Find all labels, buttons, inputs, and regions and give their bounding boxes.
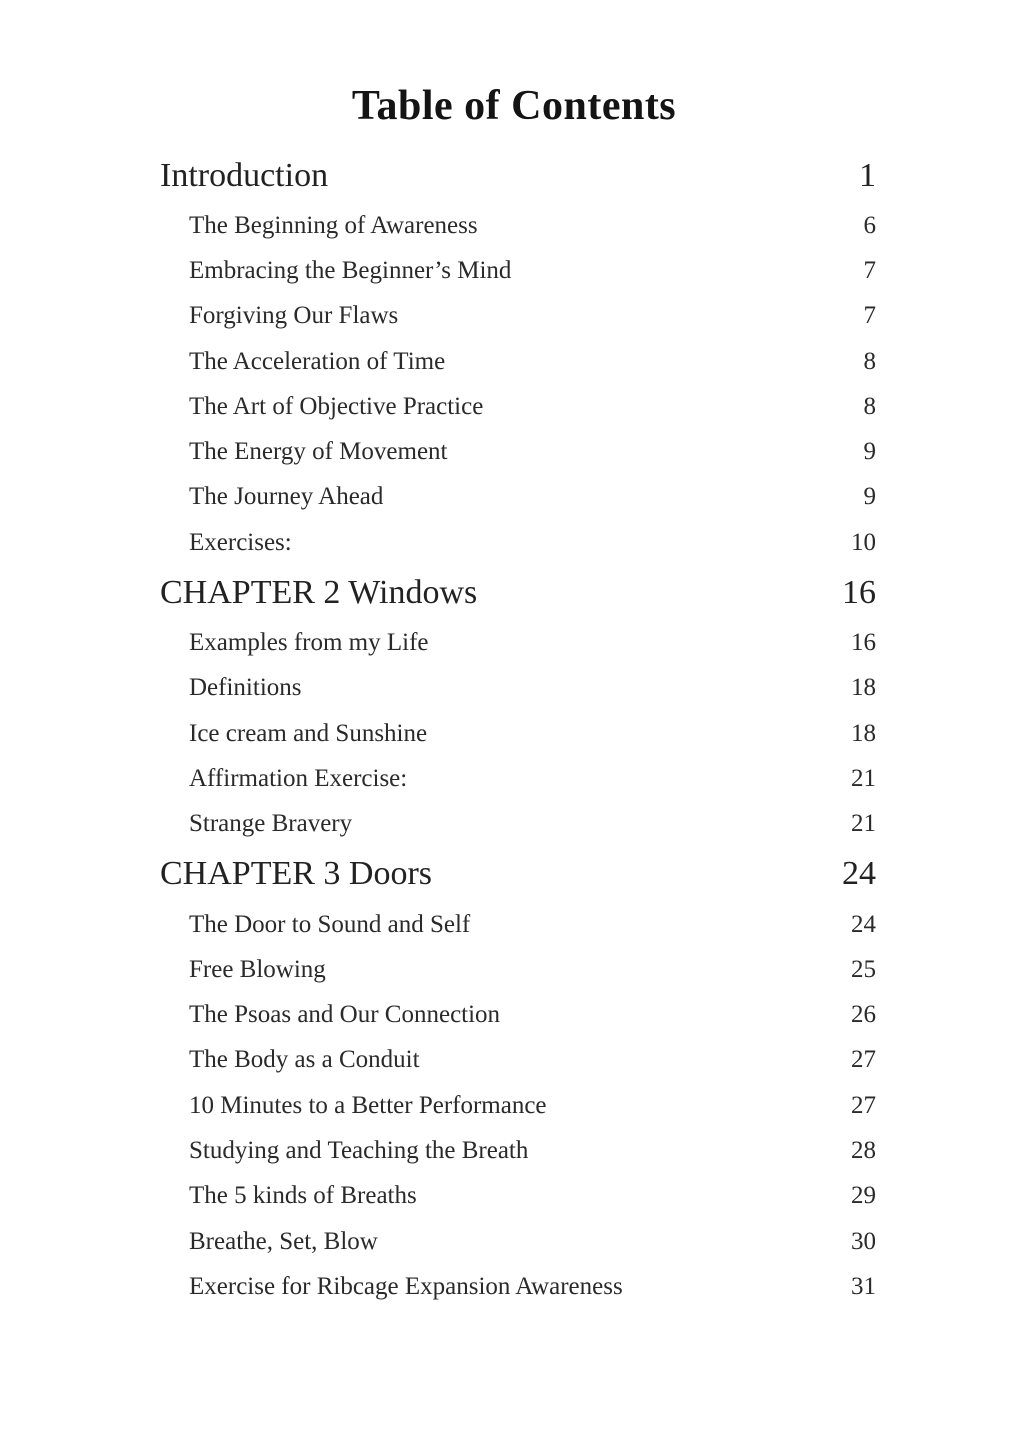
- toc-page-number: 25: [851, 955, 876, 983]
- toc-entry-label: Breathe, Set, Blow: [189, 1227, 378, 1255]
- toc-page-number: 16: [851, 629, 876, 657]
- toc-page-number: 9: [863, 438, 876, 466]
- toc-entry-label: Strange Bravery: [189, 810, 353, 838]
- toc-entry-label: The Door to Sound and Self: [189, 910, 471, 938]
- toc-page-number: 18: [851, 719, 876, 747]
- toc-entry-label: The Body as a Conduit: [189, 1046, 420, 1074]
- toc-section[interactable]: [160, 666, 876, 711]
- toc-section[interactable]: [160, 203, 876, 248]
- toc-page-number: 21: [851, 764, 876, 792]
- toc-section[interactable]: [160, 1083, 876, 1128]
- toc-page-number: 26: [851, 1001, 876, 1029]
- toc-section[interactable]: [160, 1219, 876, 1264]
- toc-section[interactable]: [160, 429, 876, 474]
- toc-page-number: 18: [851, 674, 876, 702]
- toc-page-number: 28: [851, 1136, 876, 1164]
- toc-section[interactable]: [160, 1264, 876, 1309]
- toc-page-number: 31: [851, 1272, 876, 1300]
- toc-page-number: 30: [851, 1227, 876, 1255]
- toc-entry-label: Affirmation Exercise:: [189, 764, 408, 792]
- toc-section[interactable]: [160, 339, 876, 384]
- toc-entry-label: CHAPTER 2 Windows: [160, 573, 478, 611]
- toc-section[interactable]: [160, 802, 876, 847]
- toc-page-number: 24: [851, 910, 876, 938]
- toc-section[interactable]: [160, 1038, 876, 1083]
- toc-section[interactable]: [160, 384, 876, 429]
- toc-section[interactable]: [160, 248, 876, 293]
- toc-section[interactable]: [160, 620, 876, 665]
- toc-entry-label: Ice cream and Sunshine: [189, 719, 428, 747]
- toc-page-number: 16: [842, 573, 876, 611]
- toc-chapter[interactable]: [160, 847, 876, 902]
- toc-section[interactable]: [160, 947, 876, 992]
- toc-page-number: 9: [863, 483, 876, 511]
- toc-section[interactable]: [160, 711, 876, 756]
- toc-entry-label: The Beginning of Awareness: [189, 211, 478, 239]
- toc-entry-label: Exercise for Ribcage Expansion Awareness: [189, 1272, 623, 1300]
- toc-section[interactable]: [160, 520, 876, 565]
- toc-section[interactable]: [160, 294, 876, 339]
- toc-section[interactable]: [160, 902, 876, 947]
- toc-entry-label: Exercises:: [189, 528, 292, 556]
- toc-entry-label: Embracing the Beginner’s Mind: [189, 256, 512, 284]
- toc-page-number: 10: [851, 528, 876, 556]
- toc-chapter[interactable]: [160, 148, 876, 203]
- toc-page-number: 1: [859, 156, 876, 194]
- toc-entry-label: Studying and Teaching the Breath: [189, 1136, 529, 1164]
- toc-section[interactable]: [160, 1128, 876, 1173]
- toc-page-number: 27: [851, 1046, 876, 1074]
- toc-page-number: 8: [863, 392, 876, 420]
- toc-chapter[interactable]: [160, 565, 876, 620]
- toc-page-number: 7: [863, 256, 876, 284]
- toc-entry-label: The Energy of Movement: [189, 438, 448, 466]
- toc-entry-label: CHAPTER 3 Doors: [160, 855, 433, 893]
- toc-entry-label: Forgiving Our Flaws: [189, 302, 399, 330]
- toc-entry-label: The Acceleration of Time: [189, 347, 446, 375]
- toc-page-number: 8: [863, 347, 876, 375]
- toc-list: [160, 148, 876, 1310]
- toc-entry-label: Definitions: [189, 674, 302, 702]
- toc-section[interactable]: [160, 756, 876, 801]
- toc-entry-label: Introduction: [160, 156, 329, 194]
- page-title: Table of Contents: [351, 83, 677, 129]
- toc-page-number: 29: [851, 1182, 876, 1210]
- toc-entry-label: 10 Minutes to a Better Performance: [189, 1091, 547, 1119]
- toc-page-number: 21: [851, 810, 876, 838]
- toc-entry-label: The 5 kinds of Breaths: [189, 1182, 417, 1210]
- toc-page-number: 27: [851, 1091, 876, 1119]
- toc-page-number: 7: [863, 302, 876, 330]
- toc-section[interactable]: [160, 992, 876, 1037]
- toc-entry-label: The Psoas and Our Connection: [189, 1001, 501, 1029]
- toc-page-number: 24: [842, 855, 876, 893]
- toc-entry-label: The Journey Ahead: [189, 483, 384, 511]
- toc-page-number: 6: [863, 211, 876, 239]
- toc-section[interactable]: [160, 475, 876, 520]
- toc-entry-label: Free Blowing: [189, 955, 326, 983]
- toc-entry-label: The Art of Objective Practice: [189, 392, 484, 420]
- toc-entry-label: Examples from my Life: [189, 629, 429, 657]
- toc-section[interactable]: [160, 1174, 876, 1219]
